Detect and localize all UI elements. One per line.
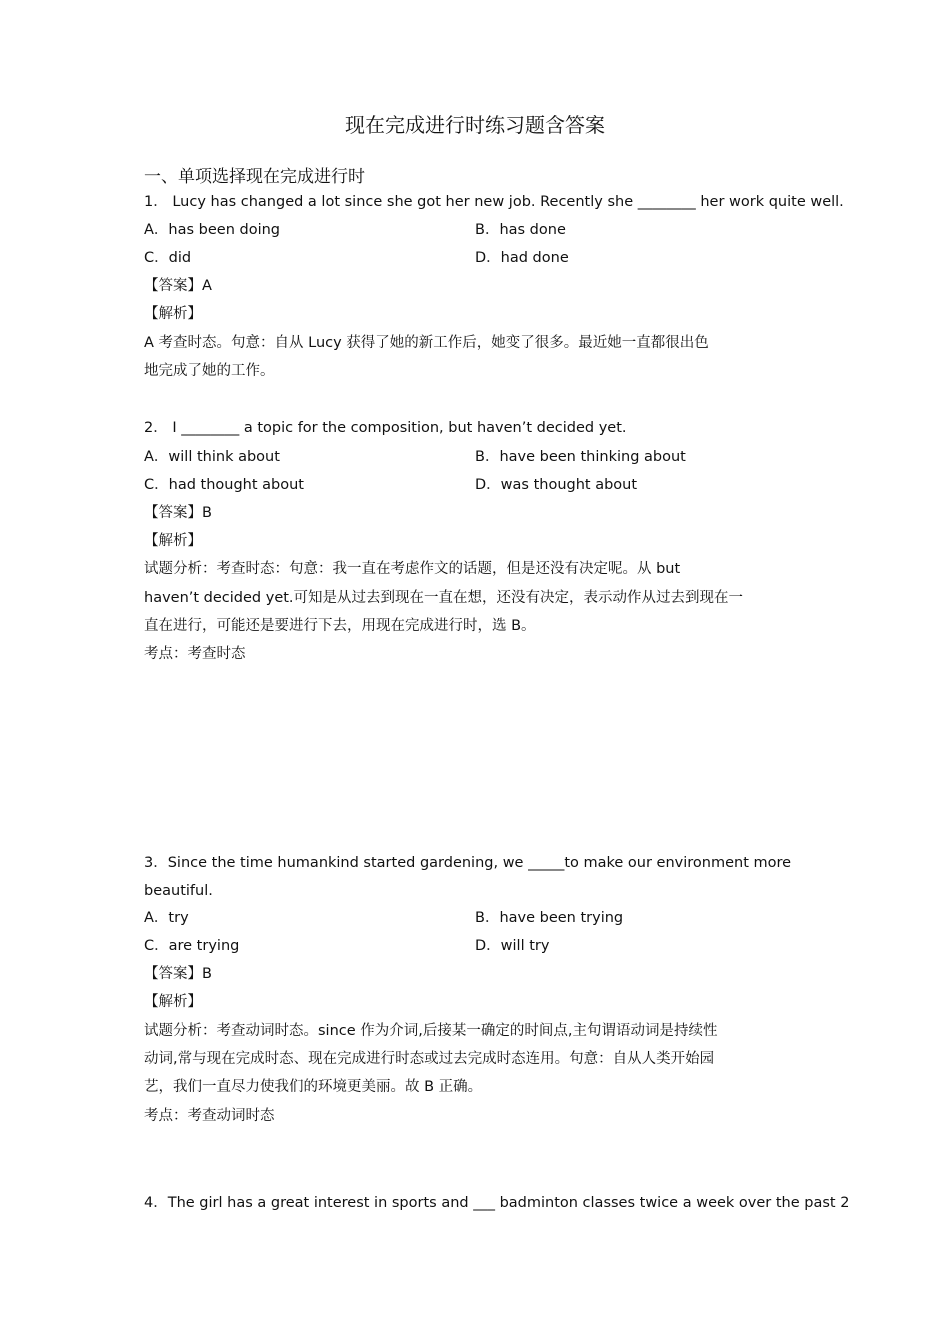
document-title: 现在完成进行时练习题含答案 [345,113,605,137]
question-2-option-b: B．have been thinking about [475,449,686,465]
question-4-stem: 4．The girl has a great interest in sports and ___ badminton classes twice a week over the past 2 [144,1195,850,1211]
question-1-stem: 1． Lucy has changed a lot since she got her new job. Recently she ________ her work quite well. [144,194,844,210]
question-2-analysis-line: 直在进行，可能还是要进行下去，用现在完成进行时，选 B。 [144,618,536,634]
question-1-option-b: B．has done [475,222,566,238]
question-3-option-d: D．will try [475,938,550,954]
question-3-stem: 3．Since the time humankind started gardening, we _____to make our environment more [144,855,792,871]
question-2-analysis-label: 【解析】 [144,533,202,549]
question-2-option-a: A．will think about [144,449,280,465]
question-1-answer: 【答案】A [144,278,212,294]
question-1-option-c: C．did [144,250,192,266]
question-2-option-c: C．had thought about [144,477,304,493]
question-2-analysis-line: 试题分析：考查时态：句意：我一直在考虑作文的话题，但是还没有决定呢。从 but [144,561,681,577]
question-3-analysis-line: 试题分析：考查动词时态。since 作为介词,后接某一确定的时间点,主句谓语动词是持续性 [144,1023,718,1039]
question-3-answer: 【答案】B [144,966,212,982]
question-2-point: 考点：考查时态 [144,646,246,662]
question-2-stem: 2． I ________ a topic for the composition, but haven’t decided yet. [144,420,627,436]
question-2-option-d: D．was thought about [475,477,638,493]
question-3-option-c: C．are trying [144,938,240,954]
question-3-option-a: A．try [144,910,189,926]
question-3-stem: beautiful. [144,883,213,899]
question-1-analysis-line: A 考查时态。句意：自从 Lucy 获得了她的新工作后，她变了很多。最近她一直都很出色 [144,335,709,351]
section-heading: 一、单项选择现在完成进行时 [144,167,365,187]
question-3-analysis-line: 艺，我们一直尽力使我们的环境更美丽。故 B 正确。 [144,1079,483,1095]
question-1-analysis-line: 地完成了她的工作。 [144,363,275,379]
question-1-option-a: A．has been doing [144,222,281,238]
question-2-answer: 【答案】B [144,505,212,521]
question-1-analysis-label: 【解析】 [144,306,202,322]
question-3-analysis-label: 【解析】 [144,994,202,1010]
question-3-option-b: B．have been trying [475,910,624,926]
question-1-option-d: D．had done [475,250,569,266]
question-3-analysis-line: 动词,常与现在完成时态、现在完成进行时态或过去完成时态连用。句意：自从人类开始园 [144,1051,715,1067]
question-3-point: 考点：考查动词时态 [144,1108,275,1124]
question-2-analysis-line: haven’t decided yet.可知是从过去到现在一直在想，还没有决定，表示动作从过去到现在一 [144,590,744,606]
